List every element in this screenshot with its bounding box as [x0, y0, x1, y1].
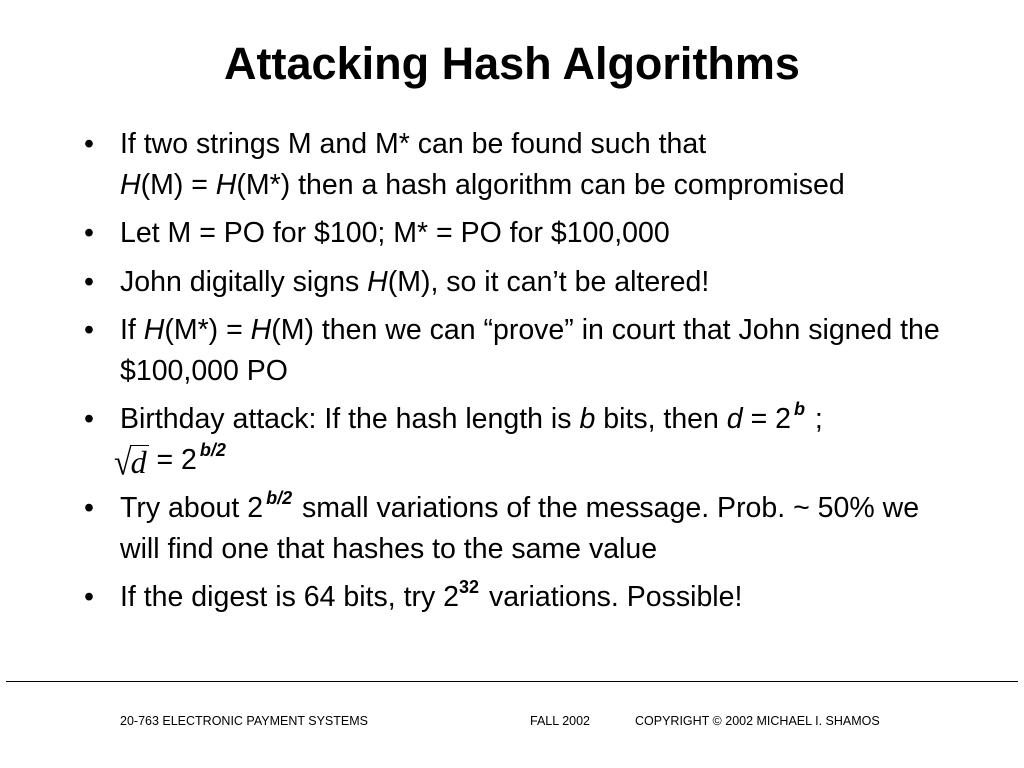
- variable-d: d: [726, 403, 743, 435]
- bullet-text: Try about 2: [120, 492, 264, 524]
- hash-symbol: H: [250, 314, 272, 346]
- hash-symbol: H: [367, 265, 388, 298]
- radical-sign: √: [114, 440, 132, 483]
- bullet-text: Birthday attack: If the hash length is: [120, 403, 580, 435]
- bullet-item: [78, 262, 958, 303]
- bullet-text: John digitally signs: [120, 265, 368, 298]
- exponent: 32: [459, 577, 480, 597]
- bullet-text: If: [120, 314, 144, 346]
- bullet-text: (M), so it can’t be altered!: [387, 265, 710, 298]
- exponent: b/2: [266, 488, 293, 508]
- hash-symbol: H: [120, 168, 141, 201]
- bullet-dot: •: [84, 581, 94, 613]
- bullet-text: = 2: [742, 403, 791, 435]
- bullet-text: If the digest is 64 bits, try 2: [120, 581, 459, 613]
- bullet-text: (M*) =: [164, 314, 251, 346]
- hash-symbol: H: [143, 314, 165, 346]
- bullet-dot: •: [84, 314, 94, 346]
- footer-course: 20-763 ELECTRONIC PAYMENT SYSTEMS: [120, 714, 368, 728]
- bullet-text: (M*) then a hash algorithm can be compromised: [236, 168, 845, 201]
- bullet-item: [78, 399, 958, 483]
- bullet-text: bits, then: [595, 403, 727, 435]
- bullet-dot: •: [84, 403, 94, 435]
- radicand: d: [130, 443, 147, 480]
- bullet-item: [78, 488, 958, 569]
- bullet-dot: •: [84, 265, 94, 298]
- footer-copyright: COPYRIGHT © 2002 MICHAEL I. SHAMOS: [635, 714, 880, 728]
- bullet-text: variations. Possible!: [481, 581, 743, 613]
- hash-symbol: H: [215, 168, 237, 201]
- bullet-dot: •: [84, 128, 94, 160]
- footer-term: FALL 2002: [530, 714, 591, 728]
- slide-title: Attacking Hash Algorithms: [224, 38, 800, 89]
- bullet-item: [78, 124, 958, 205]
- footer-divider: [6, 681, 1018, 682]
- bullet-item: [78, 310, 958, 391]
- exponent: b/2: [199, 439, 226, 460]
- bullet-text: Let M = PO for $100; M* = PO for $100,000: [120, 217, 670, 249]
- bullet-list: [78, 124, 958, 626]
- exponent: b: [794, 399, 805, 419]
- bullet-text: = 2: [148, 443, 197, 476]
- bullet-text: (M) =: [140, 168, 216, 201]
- bullet-dot: •: [84, 492, 94, 524]
- bullet-dot: •: [84, 217, 94, 249]
- variable-b: b: [579, 403, 596, 435]
- square-root-expression: [114, 440, 149, 483]
- bullet-item: [78, 213, 958, 254]
- bullet-text: If two strings M and M* can be found such that: [120, 128, 707, 160]
- bullet-text: (M) then we can “prove” in court that John signed the $100,000 PO: [120, 314, 940, 387]
- bullet-text: small variations of the message. Prob. ~ 50% we will find one that hashes to the same value: [120, 492, 920, 565]
- bullet-text: ;: [807, 403, 823, 435]
- bullet-item: [78, 577, 958, 618]
